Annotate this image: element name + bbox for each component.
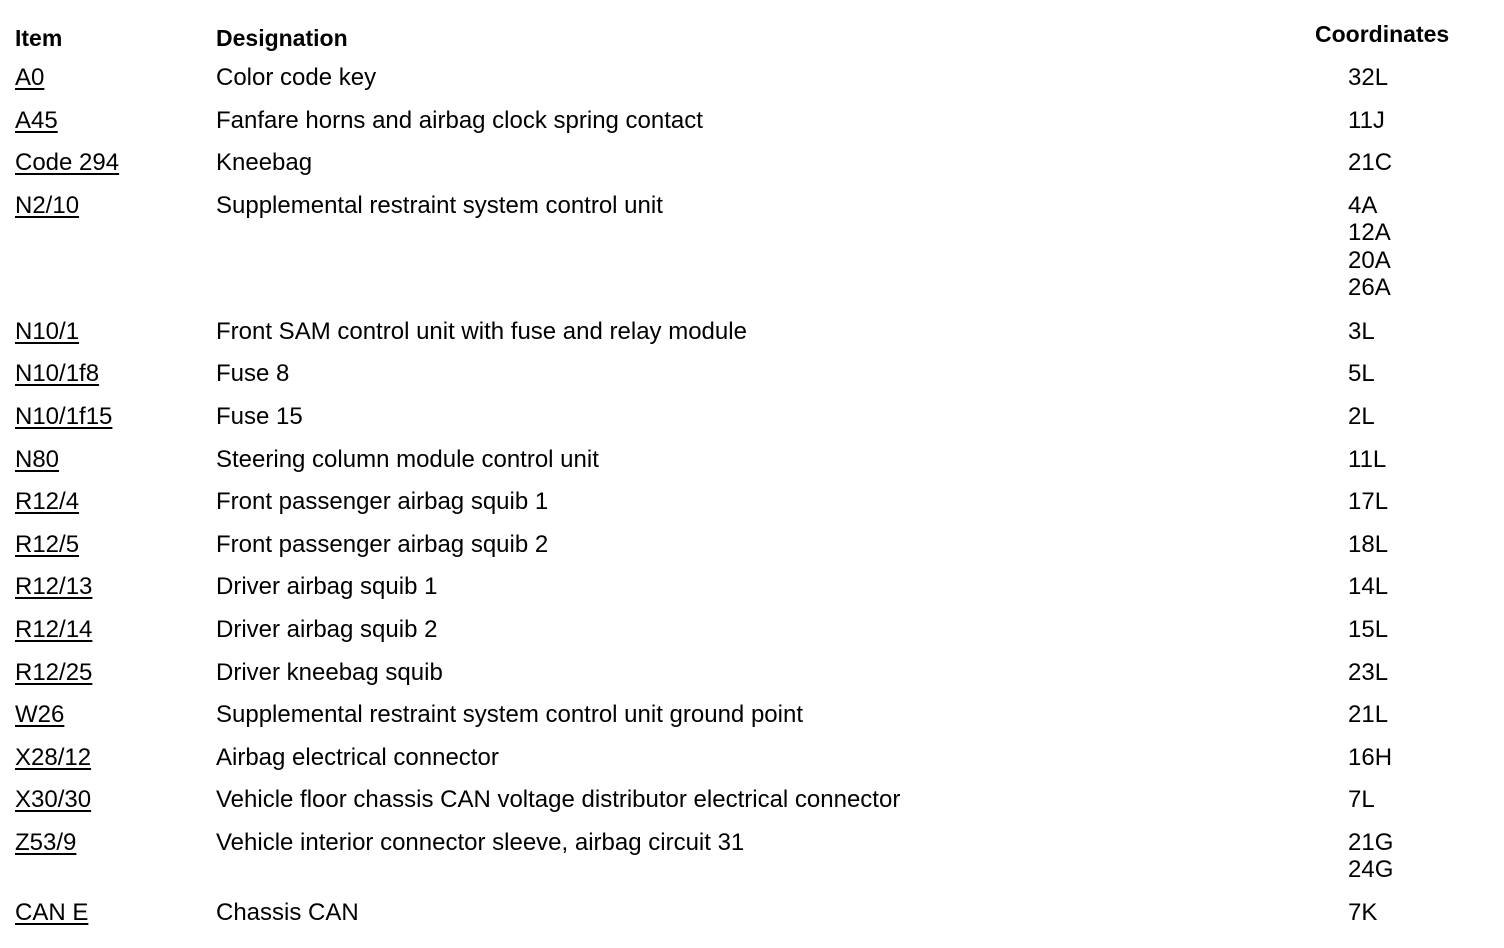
designation-text: Front SAM control unit with fuse and relay module	[216, 317, 747, 345]
coordinates-cell	[1348, 149, 1392, 177]
item-link[interactable]: N2/10	[15, 191, 80, 219]
table-row	[0, 786, 1504, 829]
item-link[interactable]: X28/12	[15, 743, 92, 771]
item-link[interactable]: N10/1f15	[15, 402, 113, 430]
coordinates-cell	[1348, 531, 1388, 559]
coordinate-value: 21C	[1348, 149, 1393, 177]
item-link[interactable]: A45	[15, 106, 58, 134]
table-row	[0, 360, 1504, 403]
coordinate-value: 26A	[1348, 274, 1391, 302]
coordinates-cell	[1348, 446, 1386, 474]
item-link[interactable]: W26	[15, 701, 65, 729]
item-link[interactable]: N10/1	[15, 317, 80, 345]
designation-text: Fuse 8	[216, 360, 290, 388]
designation-text: Vehicle floor chassis CAN voltage distributor electrical connector	[216, 786, 901, 814]
coordinates-cell	[1348, 573, 1388, 601]
coordinate-value: 7K	[1348, 899, 1378, 927]
table-row	[0, 149, 1504, 192]
coordinates-cell	[1348, 192, 1391, 302]
coordinates-cell	[1348, 107, 1385, 135]
designation-text: Color code key	[216, 64, 377, 91]
item-link[interactable]: Z53/9	[15, 828, 77, 856]
table-row	[0, 192, 1504, 318]
coordinates-cell	[1348, 899, 1377, 927]
table-row	[0, 573, 1504, 616]
item-link[interactable]: R12/14	[15, 615, 93, 643]
item-link[interactable]: CAN E	[15, 899, 89, 927]
header-designation: Designation	[216, 25, 348, 51]
item-link[interactable]: R12/13	[15, 573, 93, 601]
designation-text: Driver airbag squib 1	[216, 573, 438, 601]
coordinate-value: 11L	[1348, 445, 1387, 473]
item-link[interactable]: A0	[15, 64, 45, 91]
coordinates-cell	[1348, 360, 1375, 388]
table-row	[0, 829, 1504, 900]
designation-text: Chassis CAN	[216, 899, 359, 927]
header-item: Item	[15, 25, 63, 51]
coordinates-cell	[1348, 786, 1375, 814]
designation-text: Fuse 15	[216, 402, 303, 430]
table-row	[0, 403, 1504, 446]
designation-text: Fanfare horns and airbag clock spring contact	[216, 106, 703, 134]
designation-text: Supplemental restraint system control unit ground point	[216, 701, 803, 729]
coordinates-cell	[1348, 701, 1388, 729]
designation-text: Driver airbag squib 2	[216, 615, 438, 643]
table-row	[0, 701, 1504, 744]
item-link[interactable]: R12/5	[15, 530, 80, 558]
item-link[interactable]: R12/4	[15, 488, 80, 516]
designation-text: Supplemental restraint system control unit	[216, 191, 663, 219]
coordinate-value: 3L	[1348, 317, 1375, 345]
designation-text: Vehicle interior connector sleeve, airbag circuit 31	[216, 828, 745, 856]
table-row	[0, 64, 1504, 107]
coordinate-value: 21G	[1348, 828, 1394, 856]
coordinate-value: 23L	[1348, 658, 1389, 686]
designation-text: Driver kneebag squib	[216, 658, 443, 686]
coordinates-cell	[1348, 744, 1392, 772]
table-row	[0, 899, 1504, 942]
item-link[interactable]: N10/1f8	[15, 360, 100, 388]
table-row	[0, 616, 1504, 659]
coordinate-value: 15L	[1348, 615, 1389, 643]
table-row	[0, 446, 1504, 489]
coordinate-value: 17L	[1348, 488, 1389, 516]
table-row	[0, 531, 1504, 574]
coordinate-value: 14L	[1348, 573, 1389, 601]
table-row	[0, 107, 1504, 150]
coordinate-value: 20A	[1348, 246, 1391, 274]
coordinates-cell	[1348, 488, 1388, 516]
designation-text: Kneebag	[216, 149, 313, 177]
designation-text: Front passenger airbag squib 1	[216, 488, 549, 516]
table-row	[0, 659, 1504, 702]
item-link[interactable]: X30/30	[15, 786, 92, 814]
table-row	[0, 744, 1504, 787]
designation-text: Steering column module control unit	[216, 445, 599, 473]
item-link[interactable]: Code 294	[15, 149, 120, 177]
coordinates-cell	[1348, 616, 1388, 644]
coordinate-value: 11J	[1348, 106, 1385, 134]
coordinate-value: 16H	[1348, 743, 1393, 771]
table-header	[0, 0, 1504, 60]
designation-text: Airbag electrical connector	[216, 743, 499, 771]
coordinates-cell	[1348, 403, 1375, 431]
header-coordinates: Coordinates	[1315, 21, 1450, 47]
coordinates-cell	[1348, 64, 1388, 92]
coordinate-value: 4A	[1348, 191, 1378, 219]
coordinates-cell	[1348, 318, 1375, 346]
designation-text: Front passenger airbag squib 2	[216, 530, 549, 558]
item-link[interactable]: N80	[15, 445, 60, 473]
table-row	[0, 488, 1504, 531]
coordinates-cell	[1348, 659, 1388, 687]
table-row	[0, 318, 1504, 361]
coordinates-cell	[1348, 829, 1393, 884]
coordinate-value: 32L	[1348, 64, 1389, 91]
coordinate-value: 7L	[1348, 786, 1375, 814]
coordinate-value: 5L	[1348, 360, 1375, 388]
coordinate-value: 18L	[1348, 530, 1389, 558]
coordinate-value: 12A	[1348, 219, 1391, 247]
item-link[interactable]: R12/25	[15, 658, 93, 686]
coordinate-value: 24G	[1348, 856, 1394, 884]
coordinate-value: 2L	[1348, 402, 1375, 430]
coordinate-value: 21L	[1348, 701, 1389, 729]
component-table	[0, 64, 1504, 942]
